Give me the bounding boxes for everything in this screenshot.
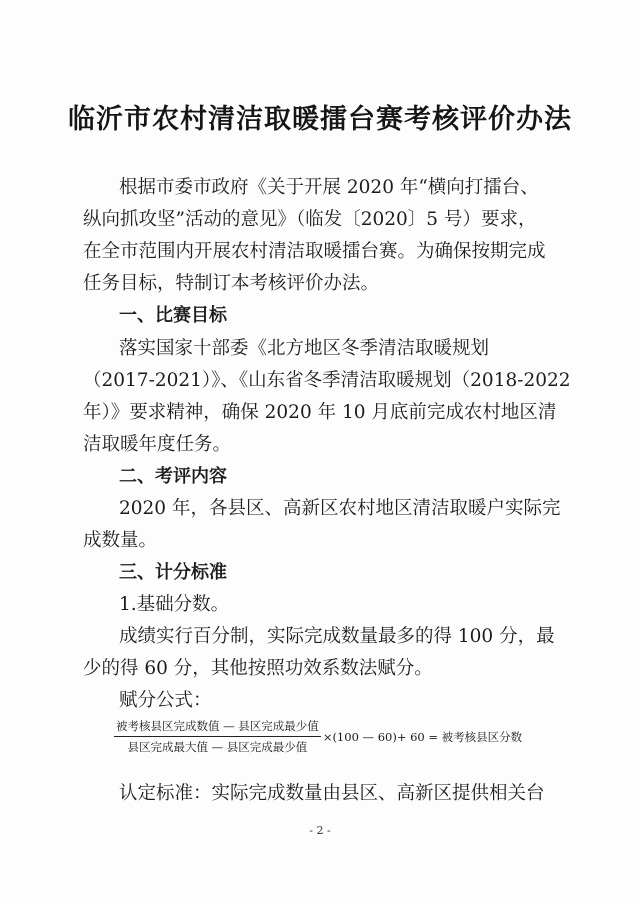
paragraph-line: 落实国家十部委《北方地区冬季清洁取暖规划 [119, 338, 490, 359]
paragraph-line: 赋分公式： [119, 690, 212, 711]
paragraph-line: 少的得 60 分，其他按照功效系数法赋分。 [83, 658, 433, 679]
formula-numerator: 被考核县区完成数值 — 县区完成最少值 [114, 718, 321, 737]
paragraph-line: （2017-2021）》、《山东省冬季清洁取暖规划（2018-2022 [83, 370, 571, 391]
formula-fraction [114, 718, 321, 755]
paragraph-line: 成绩实行百分制，实际完成数量最多的得 100 分，最 [119, 626, 555, 647]
paragraph-line: 2020 年，各县区、高新区农村地区清洁取暖户实际完 [119, 498, 561, 519]
page-number: - 2 - [309, 824, 331, 837]
section-heading-scoring: 三、计分标准 [119, 562, 227, 583]
formula-result: ×(100 — 60)+ 60 = 被考核县区分数 [322, 729, 523, 744]
paragraph-line: 任务目标，特制订本考核评价办法。 [83, 273, 380, 294]
formula-denominator: 县区完成最大值 — 县区完成最少值 [127, 740, 308, 754]
paragraph-line: 根据市委市政府《关于开展 2020 年“横向打擂台、 [119, 177, 539, 198]
paragraph-line: 洁取暖年度任务。 [83, 434, 232, 455]
paragraph-line: 年）》要求精神，确保 2020 年 10 月底前完成农村地区清 [83, 402, 557, 423]
paragraph-line: 1.基础分数。 [119, 594, 230, 615]
section-heading-goal: 一、比赛目标 [119, 305, 227, 326]
paragraph-line: 成数量。 [83, 530, 158, 551]
document-title: 临沂市农村清洁取暖擂台赛考核评价办法 [68, 104, 572, 135]
section-heading-content: 二、考评内容 [119, 466, 227, 487]
paragraph-line: 纵向抓攻坚”活动的意见》（临发〔2020〕5 号）要求， [83, 209, 537, 230]
scoring-formula [114, 718, 522, 755]
paragraph-line: 在全市范围内开展农村清洁取暖擂台赛。为确保按期完成 [83, 241, 546, 262]
paragraph-line: 认定标准：实际完成数量由县区、高新区提供相关台 [119, 783, 545, 804]
